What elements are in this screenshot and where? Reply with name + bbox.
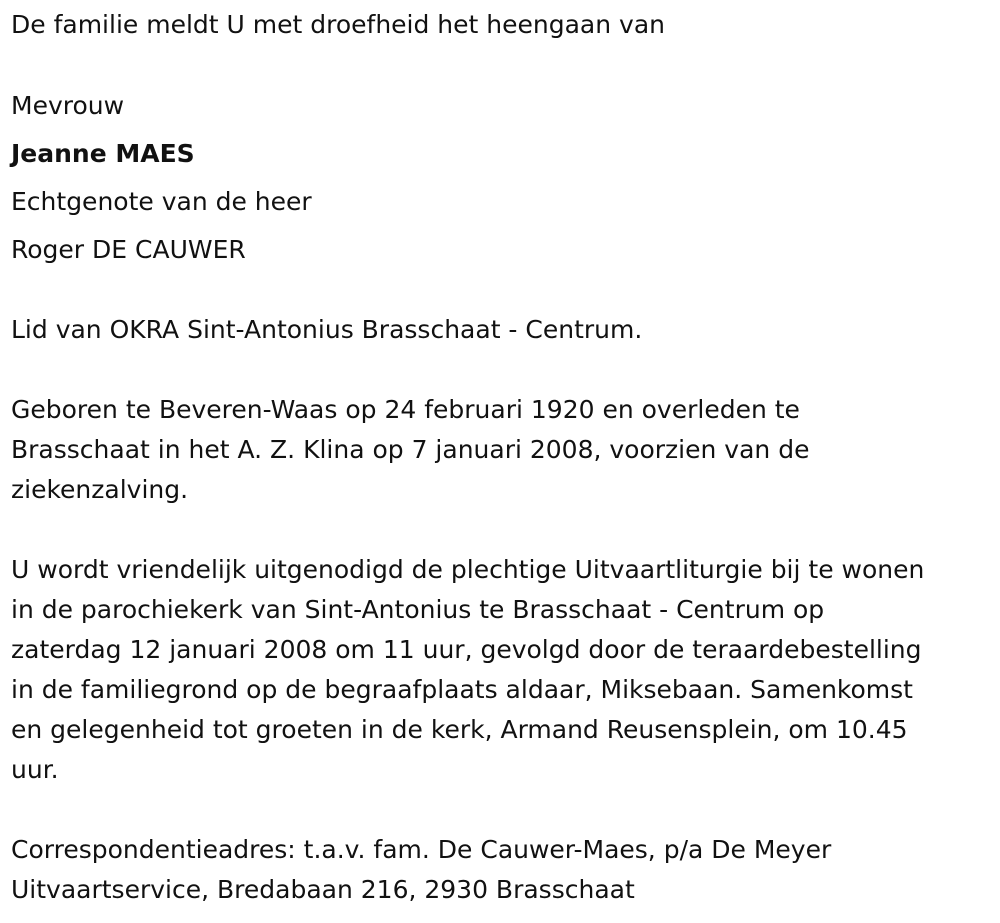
funeral-text-line: in de familiegrond op de begraafplaats aldaar, Miksebaan. Samenkomst <box>11 675 913 704</box>
funeral-text-line: uur. <box>11 755 59 784</box>
funeral-text-line: en gelegenheid tot groeten in de kerk, Armand Reusensplein, om 10.45 <box>11 715 908 744</box>
correspondence-text-line: Uitvaartservice, Bredabaan 216, 2930 Brasschaat <box>11 875 635 904</box>
birth-text-line: Brasschaat in het A. Z. Klina op 7 januari 2008, voorzien van de <box>11 435 810 464</box>
spouse-name: Roger DE CAUWER <box>11 235 246 264</box>
funeral-text-line: zaterdag 12 januari 2008 om 11 uur, gevolgd door de teraardebestelling <box>11 635 922 664</box>
birth-text-line: Geboren te Beveren-Waas op 24 februari 1920 en overleden te <box>11 395 800 424</box>
funeral-text-line: U wordt vriendelijk uitgenodigd de plechtige Uitvaartliturgie bij te wonen <box>11 555 925 584</box>
birth-text-line: ziekenzalving. <box>11 475 189 504</box>
funeral-text-line: in de parochiekerk van Sint-Antonius te Brasschaat - Centrum op <box>11 595 825 624</box>
correspondence-text-line: Correspondentieadres: t.a.v. fam. De Cauwer-Maes, p/a De Meyer <box>11 835 832 864</box>
spouse-label: Echtgenote van de heer <box>11 187 312 216</box>
membership-text: Lid van OKRA Sint-Antonius Brasschaat - Centrum. <box>11 315 643 344</box>
deceased-name: Jeanne MAES <box>11 139 195 168</box>
intro-text: De familie meldt U met droefheid het heengaan van <box>11 10 665 39</box>
salutation: Mevrouw <box>11 91 125 120</box>
